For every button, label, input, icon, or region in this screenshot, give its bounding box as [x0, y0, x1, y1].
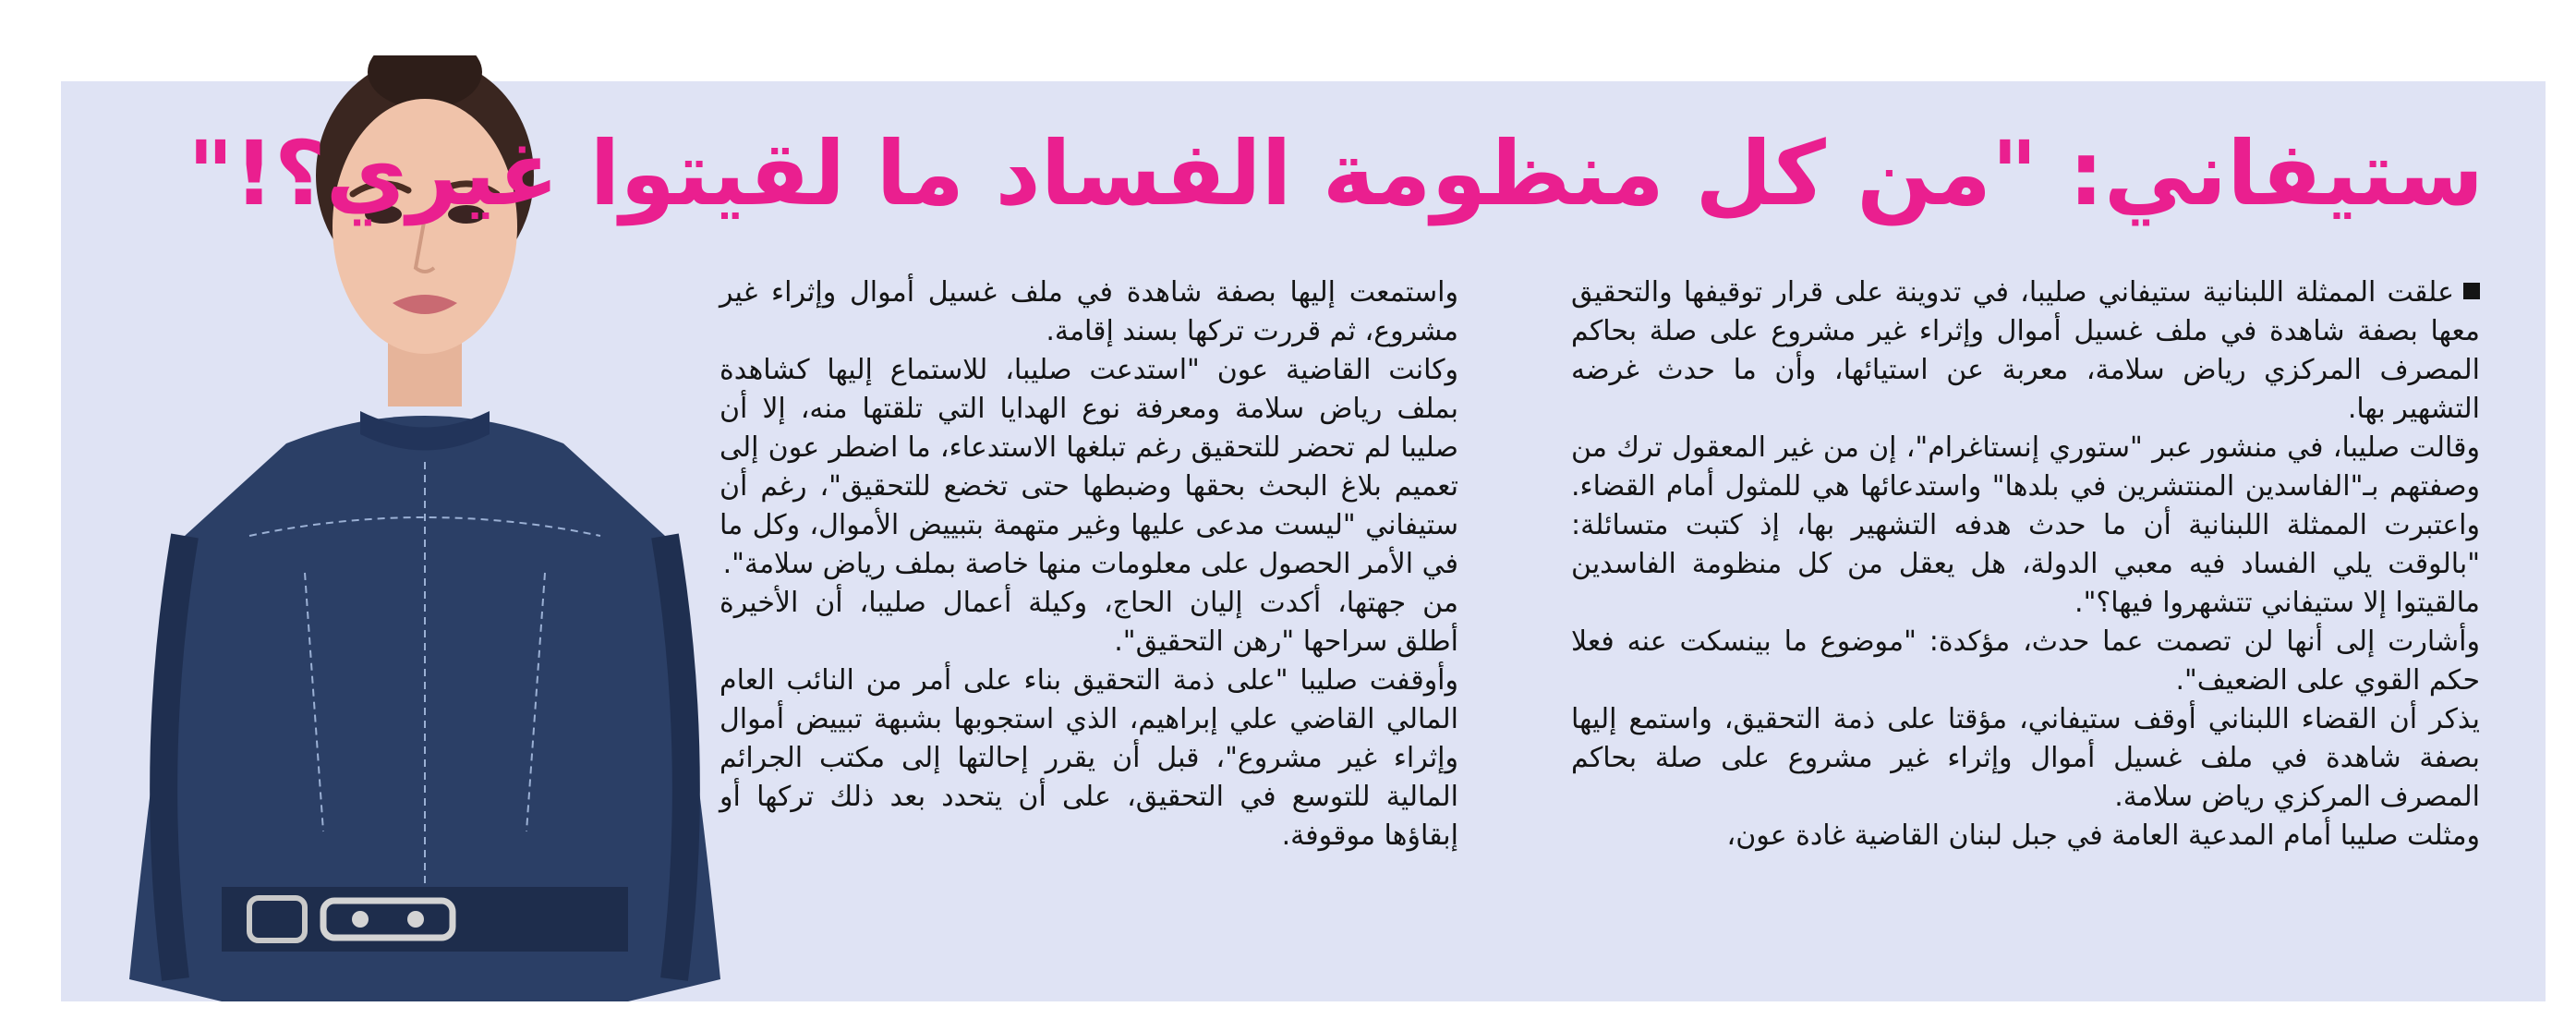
article-column-right	[1571, 273, 2480, 855]
paragraph-text: علقت الممثلة اللبنانية ستيفاني صليبا، في تدوينة على قرار توقيفها والتحقيق معها بصفة شاهدة في ملف غسيل أموال وإثراء غير مشروع على صلة بحاكم المصرف المركزي رياض سلامة، معربة عن استيائها، وأن ما حدث غرضه التشهير بها.	[1571, 276, 2480, 425]
paragraph: وكانت القاضية عون "استدعت صليبا، للاستماع إليها كشاهدة بملف رياض سلامة ومعرفة نوع الهدايا التي تلقتها منه، إلا أن صليبا لم تحضر للتحقيق رغم تبلغها الاستدعاء، ما اضطر عون إلى تعميم بلاغ البحث بحقها وضبطها حتى تخضع للتحقيق"، رغم أن ستيفاني "ليست مدعى عليها وغير متهمة بتبييض الأموال، وكل ما في الأمر الحصول على معلومات منها خاصة بملف رياض سلامة".	[720, 354, 1458, 580]
paragraph: ومثلت صليبا أمام المدعية العامة في جبل لبنان القاضية غادة عون،	[1726, 819, 2480, 852]
paragraph: وأوقفت صليبا "على ذمة التحقيق بناء على أمر من النائب العام المالي القاضي علي إبراهيم، الذي استجوبها بشبهة تبييض أموال وإثراء غير مشروع"، قبل أن يقرر إحالتها إلى مكتب الجرائم المالية للتوسع في التحقيق، على أن يتحدد بعد ذلك تركها أو إبقاؤها موقوفة.	[720, 664, 1458, 852]
paragraph: وقالت صليبا، في منشور عبر "ستوري إنستاغرام"، إن من غير المعقول ترك من وصفتهم بـ"الفاسدين المنتشرين في بلدها" واستدعائها هي للمثول أمام القضاء. واعتبرت الممثلة اللبنانية أن ما حدث هدفه التشهير بها، إذ كتبت متسائلة: "بالوقت يلي الفساد فيه معبي الدولة، هل يعقل من كل منظومة الفاسدين مالقيتوا إلا ستيفاني تتشهروا فيها؟".	[1571, 431, 2480, 619]
paragraph	[1571, 273, 2480, 429]
paragraph: يذكر أن القضاء اللبناني أوقف ستيفاني، مؤقتا على ذمة التحقيق، واستمع إليها بصفة شاهدة في ملف غسيل أموال وإثراء غير مشروع على صلة بحاكم المصرف المركزي رياض سلامة.	[1571, 703, 2480, 813]
paragraph-bullet-icon	[2463, 283, 2480, 299]
paragraph: وأشارت إلى أنها لن تصمت عما حدث، مؤكدة: "موضوع ما بينسكت عنه فعلا حكم القوي على الضعيف".	[1571, 625, 2480, 697]
paragraph: واستمعت إليها بصفة شاهدة في ملف غسيل أموال وإثراء غير مشروع، ثم قررت تركها بسند إقامة.	[720, 276, 1458, 347]
article-column-left	[720, 273, 1458, 855]
headline: ستيفاني: "من كل منظومة الفساد ما لقيتوا غيري؟!"	[187, 122, 2484, 225]
paragraph: من جهتها، أكدت إليان الحاج، وكيلة أعمال صليبا، أن الأخيرة أطلق سراحها "رهن التحقيق".	[720, 587, 1458, 658]
